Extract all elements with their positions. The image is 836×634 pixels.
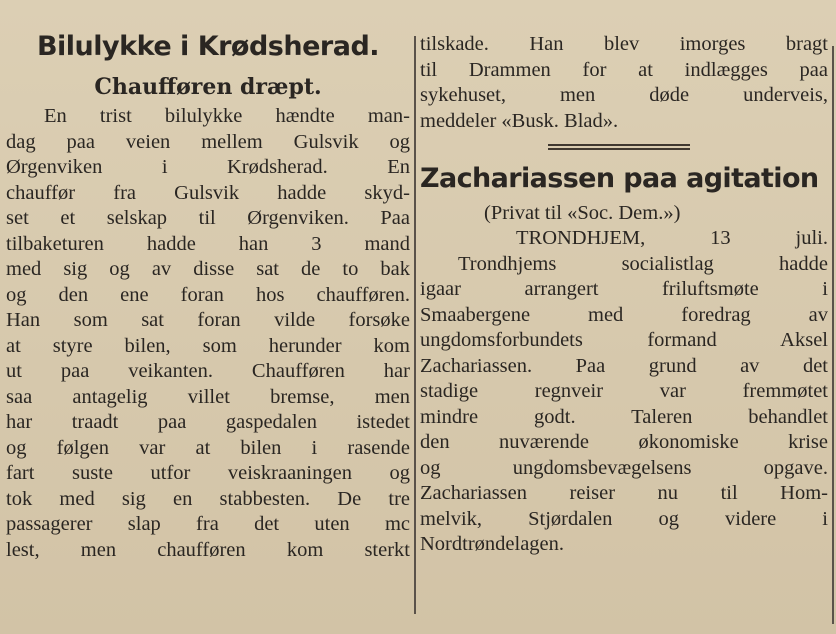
article-line: lest, men chaufføren kom sterkt <box>6 538 410 561</box>
article-line: og den ene foran hos chaufføren. <box>6 283 410 306</box>
article-body-agitation <box>420 226 828 558</box>
article-line: mindre godt. Taleren behandlet <box>420 405 828 428</box>
article-line: tilbaketuren hadde han 3 mand <box>6 232 410 255</box>
article-line: og følgen var at bilen i rasende <box>6 436 410 459</box>
article-line: med sig og av disse sat de to bak <box>6 258 410 280</box>
article-line: den nuværende økonomiske krise <box>420 431 828 453</box>
article-line: tok med sig en stabbesten. De tre <box>6 487 410 510</box>
article-line: Zachariassen. Paa grund av det <box>420 354 828 377</box>
article-line: at styre bilen, som herunder kom <box>6 334 410 357</box>
article-line: set et selskap til Ørgenviken. Paa <box>6 207 410 229</box>
article-line: En trist bilulykke hændte man- <box>44 105 410 127</box>
byline: (Privat til «Soc. Dem.») <box>484 202 681 224</box>
article-line: passagerer slap fra det uten mc <box>6 513 410 535</box>
section-divider <box>548 144 690 150</box>
right-column <box>420 32 828 628</box>
article-line: igaar arrangert friluftsmøte i <box>420 278 828 300</box>
article-line: Ørgenviken i Krødsherad. En <box>6 156 410 178</box>
edge-rule <box>832 46 834 624</box>
article-line: ut paa veikanten. Chaufføren har <box>6 360 410 382</box>
article-line: chauffør fra Gulsvik hadde skyd- <box>6 181 410 204</box>
article-line: og ungdomsbevægelsens opgave. <box>420 456 828 479</box>
article-line: saa antagelig villet bremse, men <box>6 385 410 408</box>
dateline: TRONDHJEM, 13 juli. <box>516 227 828 249</box>
left-column <box>6 28 410 628</box>
article-body-car-accident <box>6 104 410 563</box>
article-line: har traadt paa gaspedalen istedet <box>6 411 410 433</box>
article-line: Smaabergene med foredrag av <box>420 303 828 326</box>
article-line: dag paa veien mellem Gulsvik og <box>6 130 410 153</box>
article-line: Han som sat foran vilde forsøke <box>6 309 410 331</box>
article-line: ungdomsforbundets formand Aksel <box>420 329 828 351</box>
article-line: Zachariassen reiser nu til Hom- <box>420 482 828 504</box>
article-line: meddeler «Busk. Blad». <box>420 109 619 132</box>
article-line: Trondhjems socialistlag hadde <box>458 252 828 275</box>
article-line: tilskade. Han blev imorges bragt <box>420 33 828 55</box>
article-continuation <box>420 32 828 134</box>
article-line: stadige regnveir var fremmøtet <box>420 380 828 402</box>
column-rule <box>414 36 416 614</box>
article-line: til Drammen for at indlægges paa <box>420 58 828 81</box>
headline-car-accident: Bilulykke i Krødsherad. <box>36 31 380 62</box>
article-line: melvik, Stjørdalen og videre i <box>420 507 828 530</box>
article-line: Nordtrøndelagen. <box>420 533 565 555</box>
subhead-chauffeur-killed: Chaufføren dræpt. <box>94 74 322 100</box>
headline-agitation: Zachariassen paa agitation <box>420 163 819 194</box>
article-line: fart suste utfor veiskraaningen og <box>6 462 410 484</box>
article-line: sykehuset, men døde underveis, <box>420 84 828 106</box>
